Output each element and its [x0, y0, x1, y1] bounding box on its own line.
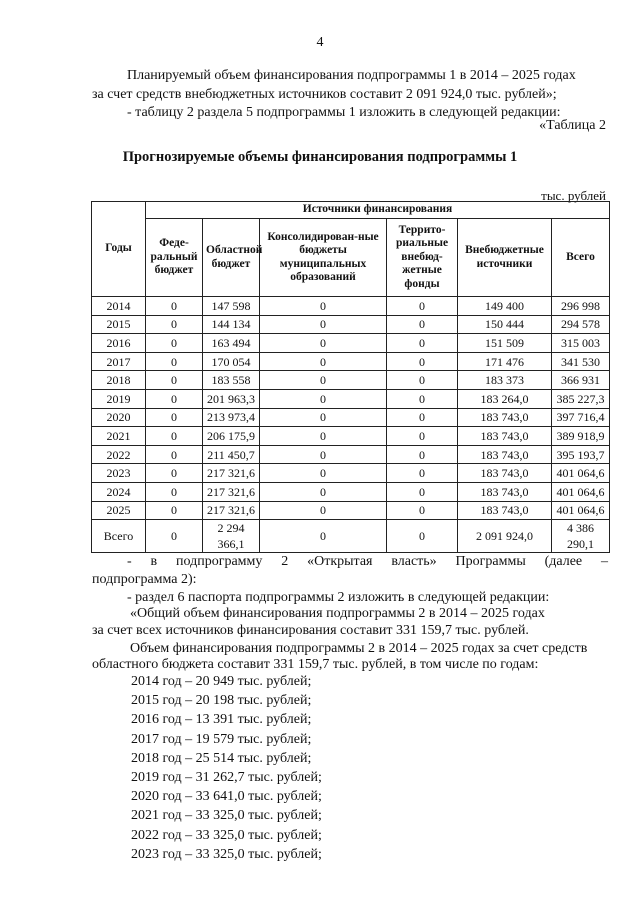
- cell-federal: 0: [146, 501, 203, 520]
- table-row: [92, 352, 610, 371]
- cell-territorial: 0: [387, 389, 458, 408]
- header-regional: Областной бюджет: [203, 219, 260, 297]
- table-row: [92, 334, 610, 353]
- cell-regional: 206 175,9: [203, 427, 260, 446]
- cell-municipal: 0: [260, 501, 387, 520]
- cell-offbudget: 151 509: [458, 334, 552, 353]
- cell-federal: 0: [146, 315, 203, 334]
- cell-federal: 0: [146, 389, 203, 408]
- cell-regional: 211 450,7: [203, 445, 260, 464]
- table-row: [92, 501, 610, 520]
- header-total: Всего: [552, 219, 610, 297]
- cell-offbudget: 183 743,0: [458, 427, 552, 446]
- cell-municipal: 0: [260, 464, 387, 483]
- cell-federal: 0: [146, 352, 203, 371]
- page-number: 4: [316, 35, 324, 50]
- cell-federal: 0: [146, 297, 203, 316]
- after-line-7: областного бюджета составит 331 159,7 тыс. рублей, в том числе по годам:: [92, 657, 539, 672]
- cell-year: 2019: [92, 389, 146, 408]
- cell-territorial: 0: [387, 445, 458, 464]
- cell-year: 2015: [92, 315, 146, 334]
- cell-territorial: 0: [387, 297, 458, 316]
- cell-year: 2021: [92, 427, 146, 446]
- year-amount-item: 2018 год – 25 514 тыс. рублей;: [131, 750, 312, 766]
- table-row: [92, 520, 610, 553]
- cell-year: Всего: [92, 520, 146, 553]
- cell-municipal: 0: [260, 352, 387, 371]
- cell-regional: 217 321,6: [203, 482, 260, 501]
- cell-offbudget: 149 400: [458, 297, 552, 316]
- cell-regional: 183 558: [203, 371, 260, 390]
- year-amount-item: 2021 год – 33 325,0 тыс. рублей;: [131, 808, 322, 824]
- cell-offbudget: 171 476: [458, 352, 552, 371]
- cell-federal: 0: [146, 371, 203, 390]
- after-line-3: - раздел 6 паспорта подпрограммы 2 изложить в следующей редакции:: [127, 590, 550, 605]
- cell-regional: 170 054: [203, 352, 260, 371]
- cell-federal: 0: [146, 334, 203, 353]
- financing-table: [91, 201, 610, 553]
- year-amount-item: 2017 год – 19 579 тыс. рублей;: [131, 731, 312, 747]
- intro-line-2: за счет средств внебюджетных источников составит 2 091 924,0 тыс. рублей»;: [92, 87, 557, 102]
- cell-year: 2016: [92, 334, 146, 353]
- header-territorial: Террито-риальные внебюд-жетные фонды: [387, 219, 458, 297]
- cell-territorial: 0: [387, 408, 458, 427]
- table-caption-number: «Таблица 2: [539, 118, 606, 133]
- cell-territorial: 0: [387, 501, 458, 520]
- cell-total: 294 578: [552, 315, 610, 334]
- cell-total: 315 003: [552, 334, 610, 353]
- cell-territorial: 0: [387, 482, 458, 501]
- cell-total: 341 530: [552, 352, 610, 371]
- cell-offbudget: 150 444: [458, 315, 552, 334]
- table-row: [92, 408, 610, 427]
- table-row: [92, 389, 610, 408]
- cell-regional: 213 973,4: [203, 408, 260, 427]
- cell-total: 401 064,6: [552, 464, 610, 483]
- table-row: [92, 315, 610, 334]
- cell-year: 2014: [92, 297, 146, 316]
- cell-total: 401 064,6: [552, 482, 610, 501]
- cell-federal: 0: [146, 427, 203, 446]
- table-row: [92, 297, 610, 316]
- cell-territorial: 0: [387, 520, 458, 553]
- cell-offbudget: 183 743,0: [458, 501, 552, 520]
- cell-offbudget: 183 743,0: [458, 408, 552, 427]
- cell-offbudget: 2 091 924,0: [458, 520, 552, 553]
- cell-municipal: 0: [260, 334, 387, 353]
- table-row: [92, 482, 610, 501]
- year-amount-item: 2020 год – 33 641,0 тыс. рублей;: [131, 789, 322, 805]
- cell-federal: 0: [146, 445, 203, 464]
- table-row: [92, 445, 610, 464]
- cell-municipal: 0: [260, 482, 387, 501]
- cell-total: 296 998: [552, 297, 610, 316]
- intro-line-3: - таблицу 2 раздела 5 подпрограммы 1 изложить в следующей редакции:: [127, 105, 561, 120]
- year-amount-item: 2015 год – 20 198 тыс. рублей;: [131, 693, 312, 709]
- cell-year: 2017: [92, 352, 146, 371]
- cell-total: 385 227,3: [552, 389, 610, 408]
- cell-year: 2024: [92, 482, 146, 501]
- after-line-4: «Общий объем финансирования подпрограммы 2 в 2014 – 2025 годах: [130, 606, 545, 621]
- cell-offbudget: 183 743,0: [458, 482, 552, 501]
- after-line-1: - в подпрограмму 2 «Открытая власть» Программы (далее –: [127, 554, 608, 569]
- intro-line-1: Планируемый объем финансирования подпрограммы 1 в 2014 – 2025 годах: [127, 68, 576, 83]
- after-line-6: Объем финансирования подпрограммы 2 в 2014 – 2025 годах за счет средств: [130, 641, 588, 656]
- year-amount-item: 2016 год – 13 391 тыс. рублей;: [131, 712, 312, 728]
- table-row: [92, 371, 610, 390]
- cell-municipal: 0: [260, 371, 387, 390]
- table-row: [92, 427, 610, 446]
- cell-offbudget: 183 264,0: [458, 389, 552, 408]
- cell-offbudget: 183 743,0: [458, 464, 552, 483]
- table-row: [92, 464, 610, 483]
- cell-regional: 217 321,6: [203, 464, 260, 483]
- table-units: тыс. рублей: [541, 188, 606, 203]
- cell-year: 2025: [92, 501, 146, 520]
- header-municipal: Консолидирован-ные бюджеты муниципальных образований: [260, 219, 387, 297]
- cell-year: 2018: [92, 371, 146, 390]
- year-amount-item: 2014 год – 20 949 тыс. рублей;: [131, 674, 312, 689]
- year-amount-item: 2019 год – 31 262,7 тыс. рублей;: [131, 770, 322, 786]
- cell-municipal: 0: [260, 315, 387, 334]
- cell-total: 389 918,9: [552, 427, 610, 446]
- cell-territorial: 0: [387, 427, 458, 446]
- cell-regional: 147 598: [203, 297, 260, 316]
- after-line-2: подпрограмма 2):: [92, 572, 197, 587]
- cell-regional: 201 963,3: [203, 389, 260, 408]
- cell-total: 397 716,4: [552, 408, 610, 427]
- cell-territorial: 0: [387, 334, 458, 353]
- cell-total: 401 064,6: [552, 501, 610, 520]
- cell-municipal: 0: [260, 520, 387, 553]
- cell-territorial: 0: [387, 371, 458, 390]
- cell-municipal: 0: [260, 427, 387, 446]
- cell-year: 2023: [92, 464, 146, 483]
- cell-year: 2020: [92, 408, 146, 427]
- cell-year: 2022: [92, 445, 146, 464]
- cell-municipal: 0: [260, 389, 387, 408]
- after-line-5: за счет всех источников финансирования составит 331 159,7 тыс. рублей.: [92, 623, 529, 638]
- header-federal: Феде-ральный бюджет: [146, 219, 203, 297]
- header-sources-group: Источники финансирования: [146, 202, 610, 219]
- cell-federal: 0: [146, 482, 203, 501]
- table-title: Прогнозируемые объемы финансирования подпрограммы 1: [122, 149, 518, 165]
- cell-total: 4 386 290,1: [552, 520, 610, 553]
- cell-offbudget: 183 743,0: [458, 445, 552, 464]
- header-years: Годы: [92, 202, 146, 297]
- cell-federal: 0: [146, 520, 203, 553]
- cell-federal: 0: [146, 464, 203, 483]
- year-amount-list: [131, 672, 322, 864]
- year-amount-item: 2023 год – 33 325,0 тыс. рублей;: [131, 846, 322, 862]
- cell-territorial: 0: [387, 352, 458, 371]
- year-amount-item: 2022 год – 33 325,0 тыс. рублей;: [131, 827, 322, 843]
- cell-territorial: 0: [387, 315, 458, 334]
- cell-federal: 0: [146, 408, 203, 427]
- cell-municipal: 0: [260, 408, 387, 427]
- cell-regional: 2 294 366,1: [203, 520, 260, 553]
- cell-regional: 217 321,6: [203, 501, 260, 520]
- cell-total: 366 931: [552, 371, 610, 390]
- header-offbudget: Внебюджетные источники: [458, 219, 552, 297]
- cell-municipal: 0: [260, 297, 387, 316]
- cell-territorial: 0: [387, 464, 458, 483]
- financing-table-body: [92, 297, 610, 553]
- cell-regional: 163 494: [203, 334, 260, 353]
- cell-total: 395 193,7: [552, 445, 610, 464]
- cell-regional: 144 134: [203, 315, 260, 334]
- cell-offbudget: 183 373: [458, 371, 552, 390]
- cell-municipal: 0: [260, 445, 387, 464]
